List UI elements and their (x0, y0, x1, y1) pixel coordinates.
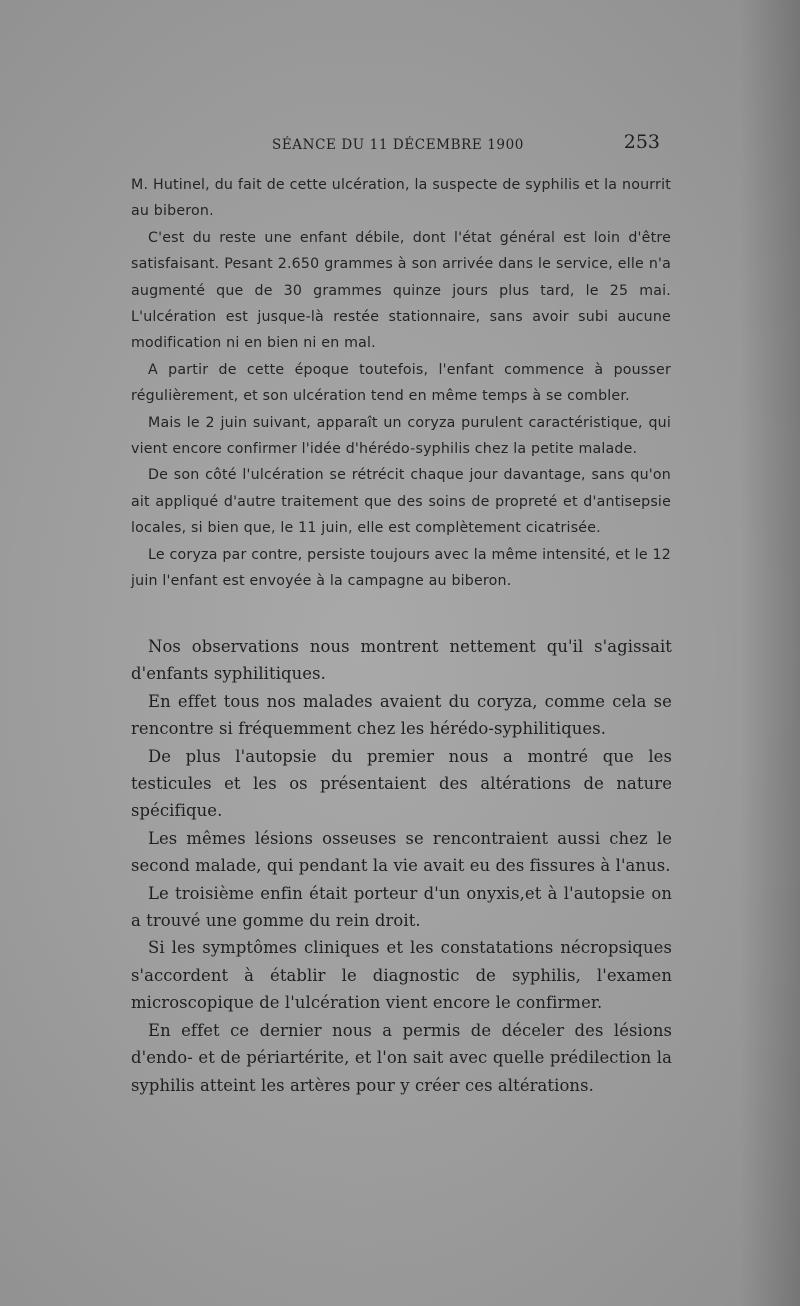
paragraph: Le coryza par contre, persiste toujours avec la même intensité, et le 12 juin l'enfant est envoyée à la campagne au biberon. (131, 546, 671, 590)
page-number: 253 (623, 131, 660, 153)
paragraph: A partir de cette époque toutefois, l'enfant commence à pousser régulièrement, et son ulcération tend en même temps à se combler. (131, 361, 671, 405)
paragraph: C'est du reste une enfant débile, dont l'état général est loin d'être satisfaisant. Pesant 2.650 grammes à son arrivée dans le service, elle n'a augmenté que de 30 grammes quinze jours plus tard, le 25 mai. L'ulcération est jusque-là restée stationnaire, sans avoir subi aucune modification ni en bien ni en mal. (131, 229, 671, 352)
paragraph: Si les symptômes cliniques et les constatations nécropsiques s'accordent à établir le diagnostic de syphilis, l'examen microscopique de l'ulcération vient encore le confirmer. (131, 938, 672, 1013)
clinical-observation-text (131, 172, 671, 595)
page-header (130, 128, 670, 158)
paragraph: Les mêmes lésions osseuses se rencontraient aussi chez le second malade, qui pendant la vie avait eu des fissures à l'anus. (131, 828, 672, 876)
running-head: SÉANCE DU 11 DÉCEMBRE 1900 (272, 137, 524, 153)
paragraph: Nos observations nous montrent nettement qu'il s'agissait d'enfants syphilitiques. (131, 637, 672, 684)
paragraph: En effet tous nos malades avaient du coryza, comme cela se rencontre si fréquemment chez les hérédo-syphilitiques. (131, 691, 672, 739)
paragraph: M. Hutinel, du fait de cette ulcération, la suspecte de syphilis et la nourrit au biberon. (131, 177, 671, 220)
paragraph: En effet ce dernier nous a permis de déceler des lésions d'endo- et de périartérite, et l'on sait avec quelle prédilection la syphilis atteint les artères pour y créer ces altérations. (131, 1020, 672, 1095)
page-edge-shadow (740, 0, 800, 1306)
discussion-text (131, 633, 672, 1099)
paragraph: Mais le 2 juin suivant, apparaît un coryza purulent caractéristique, qui vient encore confirmer l'idée d'hérédo-syphilis chez la petite malade. (131, 414, 671, 458)
paragraph: De son côté l'ulcération se rétrécit chaque jour davantage, sans qu'on ait appliqué d'autre traitement que des soins de propreté et d'antisepsie locales, si bien que, le 11 juin, elle est complètement cicatrisée. (131, 467, 671, 537)
paragraph: Le troisième enfin était porteur d'un onyxis,et à l'autopsie on a trouvé une gomme du rein droit. (131, 883, 672, 931)
paragraph: De plus l'autopsie du premier nous a montré que les testicules et les os présentaient des altérations de nature spécifique. (131, 746, 672, 821)
